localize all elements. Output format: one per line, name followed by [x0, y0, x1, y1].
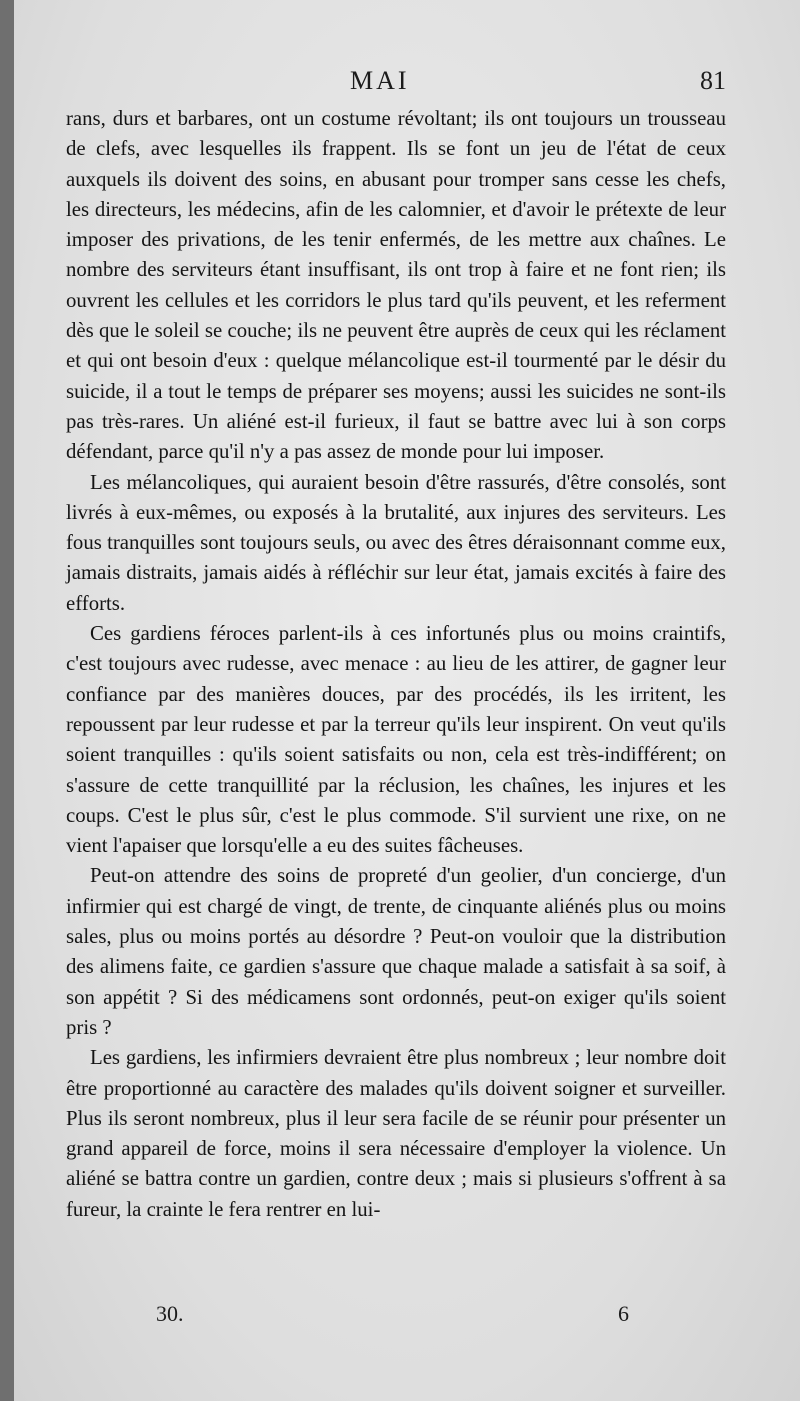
paragraph: Peut-on attendre des soins de propreté d'un geolier, d'un concierge, d'un infirmier qui est chargé de vingt, de trente, de cinquante aliénés plus ou moins sales, plus ou moins portés au désordre ? Peut-on vouloir que la distribution des alimens faite, ce gardien s'assure que chaque malade a satisfait à sa soif, à son appétit ? Si des médicamens sont ordonnés, peut-on exiger qu'ils soient pris ? [66, 864, 726, 1039]
paragraph: Les mélancoliques, qui auraient besoin d'être rassurés, d'être consolés, sont livrés à eux-mêmes, ou exposés à la brutalité, aux injures des serviteurs. Les fous tranquilles sont toujours seuls, ou avec des êtres déraisonnant comme eux, jamais distraits, jamais aidés à réfléchir sur leur état, jamais excités à faire des efforts. [66, 470, 726, 615]
page-footer [66, 1301, 726, 1333]
body-text [66, 104, 726, 1225]
page-header [66, 66, 726, 102]
signature-mark: 6 [618, 1301, 629, 1326]
sheet-number: 30. [156, 1301, 184, 1326]
paragraph: Les gardiens, les infirmiers devraient être plus nombreux ; leur nombre doit être proportionné au caractère des malades qu'ils doivent soigner et surveiller. Plus ils seront nombreux, plus il leur sera facile de se réunir pour présenter un grand appareil de force, moins il sera nécessaire d'employer la violence. Un aliéné se battra contre un gardien, contre deux ; mais si plusieurs s'offrent à sa fureur, la crainte le fera rentrer en lui- [66, 1046, 726, 1221]
paragraph: Ces gardiens féroces parlent-ils à ces infortunés plus ou moins craintifs, c'est toujours avec rudesse, avec menace : au lieu de les attirer, de gagner leur confiance par des manières douces, par des procédés, ils les irritent, les repoussent par leur rudesse et par la terreur qu'ils leur inspirent. On veut qu'ils soient tranquilles : qu'ils soient satisfaits ou non, cela est très-indifférent; on s'assure de cette tranquillité par la réclusion, les chaînes, les injures et les coups. C'est le plus sûr, c'est le plus commode. S'il survient une rixe, on ne vient l'apaiser que lorsqu'elle a eu des suites fâcheuses. [66, 622, 726, 858]
book-page [14, 0, 800, 1401]
running-title: MAI [350, 66, 410, 95]
paragraph-continued: rans, durs et barbares, ont un costume révoltant; ils ont toujours un trousseau de clefs, avec lesquelles ils frappent. Ils se font un jeu de l'état de ceux auxquels ils doivent des soins, en abusant pour tromper sans cesse les chefs, les directeurs, les médecins, afin de les calomnier, et d'avoir le prétexte de leur imposer des privations, de les tenir enfermés, de les mettre aux chaînes. Le nombre des serviteurs étant insuffisant, ils ont trop à faire et ne font rien; ils ouvrent les cellules et les corridors le plus tard qu'ils peuvent, et les referment dès que le soleil se couche; ils ne peuvent être auprès de ceux qui les réclament et qui ont besoin d'eux : quelque mélancolique est-il tourmenté par le désir du suicide, il a tout le temps de préparer ses moyens; aussi les suicides ne sont-ils pas très-rares. Un aliéné est-il furieux, il faut se battre avec lui à son corps défendant, parce qu'il n'y a pas assez de monde pour lui imposer. [66, 107, 726, 464]
page-number: 81 [700, 66, 726, 95]
